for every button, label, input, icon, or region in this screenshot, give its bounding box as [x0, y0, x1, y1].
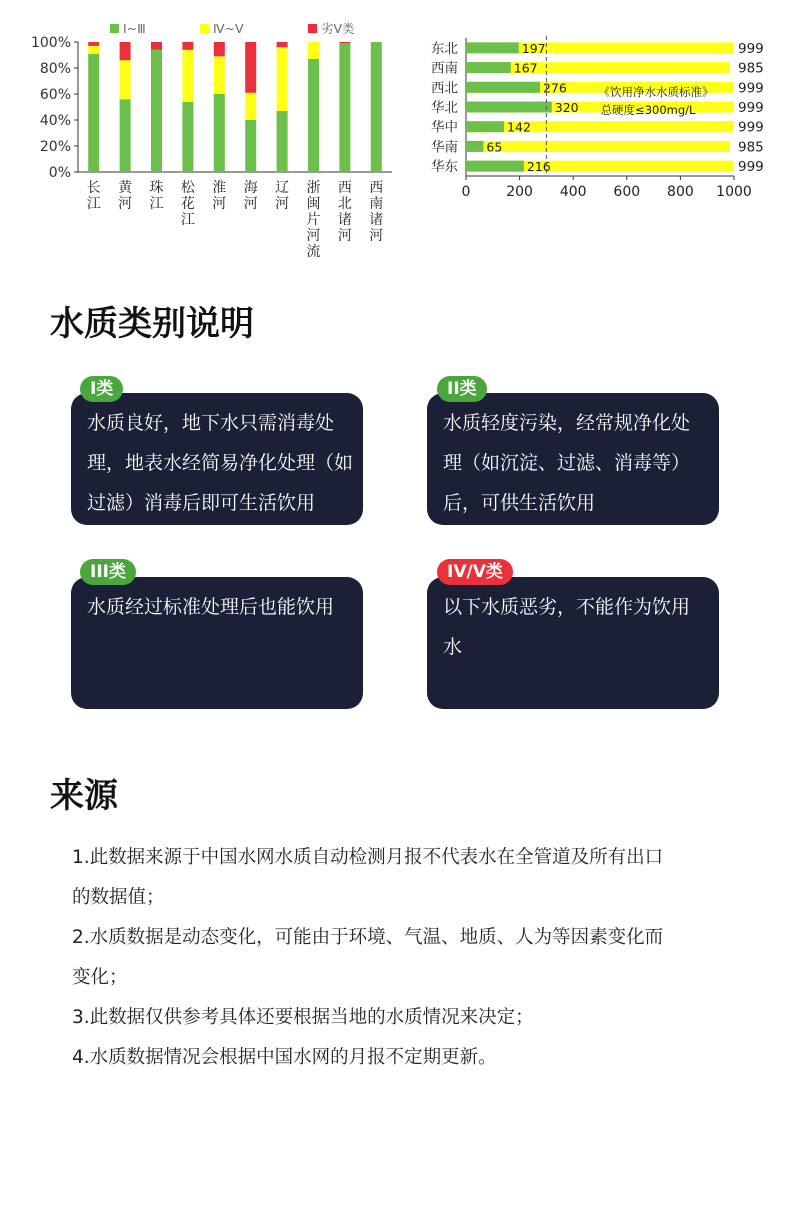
type-card	[427, 577, 719, 709]
bar-segment	[245, 42, 256, 93]
regional-hardness-chart	[400, 0, 790, 210]
bar-value	[466, 82, 540, 93]
y-category-label: 华北	[431, 100, 458, 116]
x-category-label	[181, 179, 196, 228]
legend-swatch	[308, 24, 317, 33]
bar-segment	[182, 102, 193, 172]
bar-value	[466, 102, 552, 113]
x-tick-label: 800	[667, 184, 694, 200]
bar-segment	[371, 42, 382, 172]
x-category-char: 南	[369, 196, 384, 212]
bar-total-label: 999	[738, 100, 764, 116]
x-category-label	[338, 180, 352, 244]
x-category-char: 辽	[275, 180, 290, 196]
x-tick-label: 200	[506, 184, 533, 200]
type-card-line: 后，可供生活饮用	[443, 492, 596, 514]
bar-value-label: 167	[513, 60, 538, 76]
x-category-char: 河	[212, 196, 227, 212]
type-card-line: 以下水质恶劣，不能作为饮用	[443, 596, 691, 618]
bar-segment	[120, 42, 131, 60]
bar-segment	[214, 94, 225, 172]
x-category-char: 花	[180, 196, 195, 212]
types-title: 水质类别说明	[50, 304, 254, 344]
bar-segment	[339, 42, 350, 43]
y-tick-label: 20%	[39, 139, 71, 155]
x-category-char: 河	[337, 228, 352, 244]
x-category-char: 诸	[369, 212, 384, 228]
x-tick-label: 1000	[716, 184, 752, 200]
x-tick-label: 0	[461, 184, 471, 200]
bar-total-label: 985	[738, 60, 764, 77]
x-category-char: 松	[180, 180, 195, 196]
x-category-label	[150, 179, 164, 212]
legend-label: Ⅳ~Ⅴ	[213, 21, 244, 36]
source-note-line: 4.水质数据情况会根据中国水网的月报不定期更新。	[72, 1047, 497, 1068]
bar-segment	[88, 54, 99, 172]
bar-segment	[151, 42, 162, 50]
x-category-char: 江	[86, 196, 101, 212]
bar-segment	[120, 99, 131, 172]
bar-total-label: 999	[738, 40, 764, 57]
type-card-line: 过滤）消毒后即可生活饮用	[87, 492, 316, 514]
source-note-line: 1.此数据来源于中国水网水质自动检测月报不代表水在全管道及所有出口	[72, 847, 664, 868]
y-category-label: 西南	[431, 60, 458, 77]
source-note-line: 的数据值；	[72, 887, 165, 908]
annotation-line-1: 《饮用净水水质标准》	[598, 85, 714, 99]
type-badge: I类	[80, 376, 123, 402]
bar-value-label: 276	[542, 80, 567, 96]
x-category-char: 河	[275, 196, 290, 212]
river-water-quality-chart	[0, 0, 400, 265]
x-category-char: 海	[243, 180, 258, 196]
y-tick-label: 0%	[48, 165, 71, 181]
bar-value	[466, 62, 511, 73]
type-badge: III类	[80, 559, 136, 585]
bar-segment	[88, 42, 99, 46]
bar-total-label: 999	[738, 159, 764, 176]
x-category-char: 河	[306, 228, 321, 244]
x-category-char: 流	[306, 244, 321, 260]
bar-segment	[214, 42, 225, 56]
x-category-char: 江	[149, 196, 164, 212]
source-note-line: 3.此数据仅供参考具体还要根据当地的水质情况来决定；	[72, 1007, 534, 1028]
bar-segment	[245, 93, 256, 120]
bar-segment	[88, 46, 99, 54]
bar-value-label: 65	[486, 139, 503, 155]
legend-label: Ⅰ~Ⅲ	[123, 21, 146, 36]
legend-swatch	[200, 24, 209, 33]
legend-swatch	[110, 24, 119, 33]
bar-segment	[151, 50, 162, 172]
bar-segment	[245, 120, 256, 172]
x-tick-label: 600	[613, 184, 641, 200]
type-card	[71, 577, 363, 709]
x-category-char: 河	[118, 196, 133, 212]
type-card-line: 水质经过标准处理后也能饮用	[87, 596, 335, 618]
x-category-char: 北	[337, 196, 352, 212]
y-category-label: 西北	[431, 80, 458, 97]
x-category-char: 诸	[337, 212, 352, 228]
bar-value	[466, 141, 483, 152]
x-category-label	[275, 180, 289, 212]
x-category-char: 黄	[118, 180, 133, 196]
type-card	[71, 393, 363, 525]
source-notes	[72, 838, 732, 1078]
bar-value-label: 142	[507, 119, 531, 135]
source-note-line: 2.水质数据是动态变化，可能由于环境、气温、地质、人为等因素变化而	[72, 927, 664, 948]
y-category-label: 华东	[431, 159, 458, 176]
x-category-label	[307, 179, 321, 260]
bar-value-label: 216	[526, 159, 551, 175]
x-category-char: 淮	[212, 180, 227, 196]
x-tick-label: 400	[559, 184, 587, 200]
annotation-line-2: 总硬度≤300mg/L	[600, 103, 696, 117]
x-category-char: 闽	[306, 196, 321, 212]
type-card-line: 水质良好，地下水只需消毒处	[87, 412, 335, 434]
x-category-char: 长	[86, 180, 101, 196]
type-card-line: 水质轻度污染，经常规净化处	[443, 412, 691, 434]
bar-total	[466, 139, 730, 155]
source-title: 来源	[50, 776, 118, 816]
type-card-line: 理，地表水经简易净化处理（如	[87, 452, 354, 474]
x-category-char: 西	[369, 180, 384, 196]
y-category-label: 华南	[431, 139, 458, 156]
y-tick-label: 40%	[39, 113, 71, 129]
bar-value	[466, 161, 524, 172]
legend-label: 劣Ⅴ类	[321, 21, 355, 36]
y-tick-label: 80%	[39, 61, 71, 77]
source-note-line: 变化；	[72, 967, 128, 988]
x-category-char: 西	[337, 180, 352, 196]
bar-value	[466, 121, 504, 132]
type-card-line: 水	[443, 636, 463, 658]
type-badge: II类	[437, 376, 487, 402]
bar-segment	[339, 43, 350, 172]
bar-segment	[308, 42, 319, 59]
bar-segment	[277, 111, 288, 172]
type-card	[427, 393, 719, 525]
bar-segment	[308, 59, 319, 172]
bar-segment	[214, 56, 225, 94]
x-category-label	[244, 180, 258, 212]
bar-value-label: 197	[521, 40, 546, 56]
bar-segment	[120, 60, 131, 99]
type-badge: IV/V类	[437, 559, 513, 585]
y-tick-label: 100%	[30, 35, 71, 51]
x-category-label	[87, 180, 101, 212]
bar-total-label: 999	[738, 80, 764, 97]
y-category-label: 东北	[431, 40, 458, 57]
bar-segment	[182, 42, 193, 50]
bar-value	[466, 42, 519, 53]
x-category-char: 珠	[149, 180, 164, 196]
bar-value-label: 320	[554, 100, 579, 115]
y-tick-label: 60%	[39, 87, 71, 103]
y-category-label: 华中	[431, 119, 458, 136]
bar-segment	[277, 42, 288, 47]
bar-segment	[182, 50, 193, 102]
x-category-label	[369, 180, 383, 244]
bar-total-label: 985	[738, 139, 764, 156]
x-category-char: 浙	[306, 180, 321, 196]
x-category-char: 河	[369, 228, 384, 244]
bar-total-label: 999	[738, 119, 764, 136]
x-category-char: 河	[243, 196, 258, 212]
bar-segment	[277, 47, 288, 111]
x-category-char: 片	[306, 212, 321, 228]
x-category-label	[212, 180, 226, 212]
x-category-char: 江	[180, 212, 195, 228]
x-category-label	[118, 180, 133, 212]
type-card-line: 理（如沉淀、过滤、消毒等）	[443, 452, 691, 474]
